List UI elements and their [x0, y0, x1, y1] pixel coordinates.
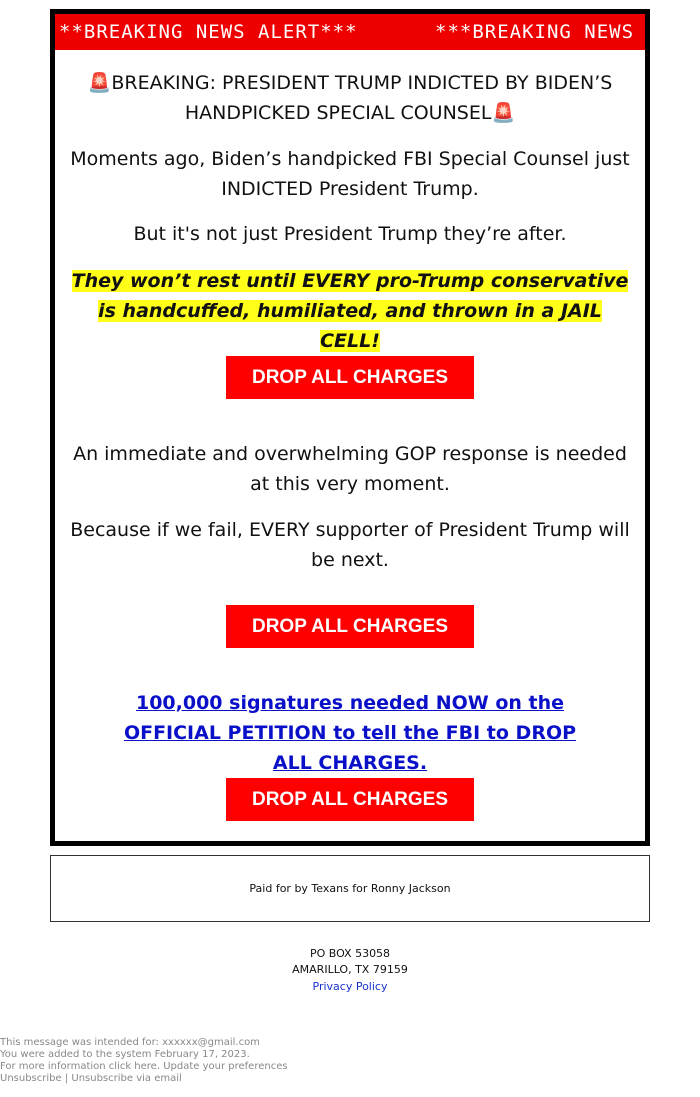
- drop-all-charges-button-1[interactable]: DROP ALL CHARGES: [226, 356, 474, 399]
- paid-for-text: Paid for by Texans for Ronny Jackson: [249, 882, 451, 895]
- address-line2: AMARILLO, TX 79159: [292, 963, 408, 976]
- ticker-text-repeat: ***BREAKING NEWS: [435, 21, 635, 43]
- footer-intended-for: This message was intended for: xxxxxx@gmail.com: [0, 1037, 260, 1048]
- privacy-policy-link[interactable]: Privacy Policy: [312, 980, 388, 993]
- paragraph-supporters-next: Because if we fail, EVERY supporter of President Trump will be next.: [70, 519, 630, 571]
- paragraph-not-just-trump: But it's not just President Trump they’re after.: [133, 223, 567, 245]
- privacy-policy-wrap: [0, 980, 700, 993]
- headline: [65, 68, 635, 128]
- petition-link-wrap: [110, 688, 590, 778]
- paid-for-box: [50, 855, 650, 922]
- highlighted-warning-text: They won’t rest until EVERY pro-Trump conservative is handcuffed, humiliated, and thrown in a JAIL CELL!: [71, 270, 629, 352]
- paragraph-gop-response: An immediate and overwhelming GOP response is needed at this very moment.: [73, 443, 627, 495]
- drop-all-charges-button-3[interactable]: DROP ALL CHARGES: [226, 778, 474, 821]
- footer-unsubscribe[interactable]: Unsubscribe | Unsubscribe via email: [0, 1073, 182, 1084]
- address-line1: PO BOX 53058: [309, 947, 391, 960]
- ticker-text: **BREAKING NEWS ALERT***: [59, 21, 358, 43]
- headline-line1: BREAKING: PRESIDENT TRUMP INDICTED BY BIDEN’S: [111, 72, 613, 94]
- siren-icon: 🚨: [491, 102, 516, 124]
- email-frame: [50, 9, 650, 846]
- petition-link[interactable]: 100,000 signatures needed NOW on the OFFICIAL PETITION to tell the FBI to DROP ALL CHARGES.: [123, 692, 577, 774]
- breaking-news-ticker: [55, 14, 645, 50]
- drop-all-charges-button-2[interactable]: DROP ALL CHARGES: [226, 605, 474, 648]
- footer-added-date: You were added to the system February 17, 2023.: [0, 1049, 250, 1060]
- siren-icon: 🚨: [87, 72, 112, 94]
- footer-preferences[interactable]: For more information click here. Update your preferences: [0, 1061, 288, 1072]
- headline-line2: HANDPICKED SPECIAL COUNSEL: [184, 102, 492, 124]
- highlighted-warning: [65, 266, 635, 356]
- paragraph-indicted: Moments ago, Biden’s handpicked FBI Special Counsel just INDICTED President Trump.: [70, 148, 630, 200]
